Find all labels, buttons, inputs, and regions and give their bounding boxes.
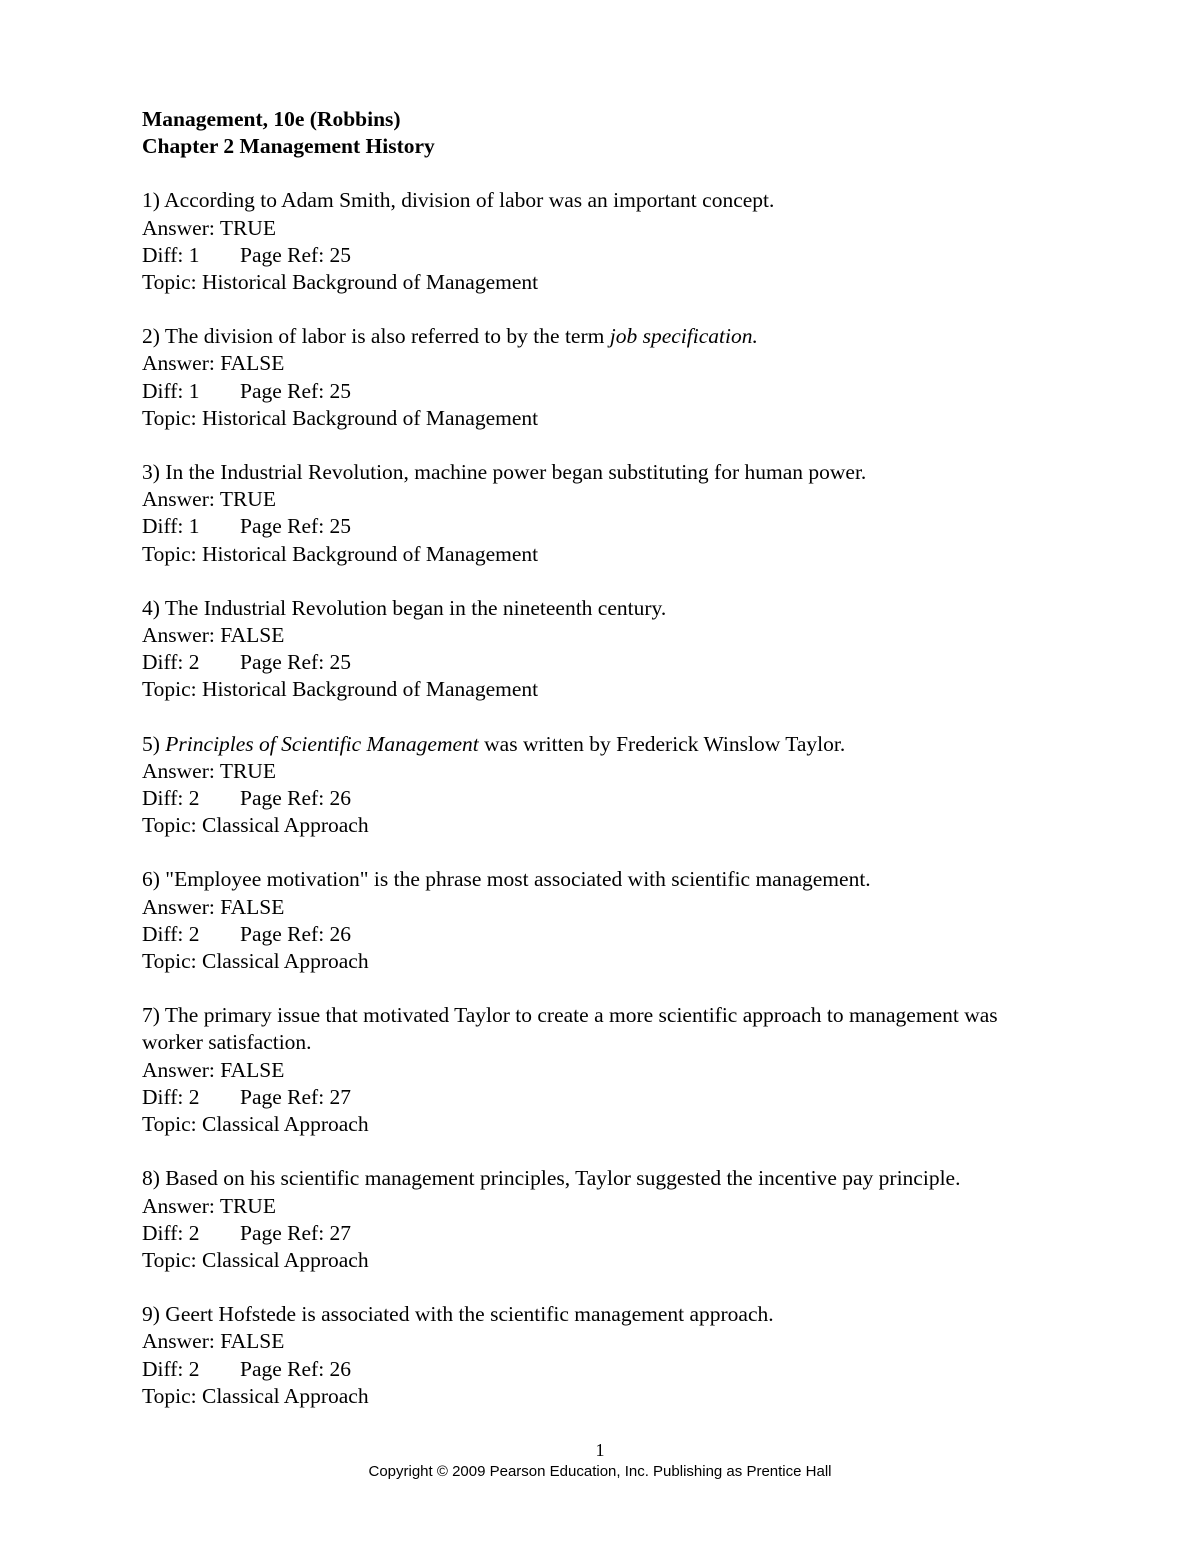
question-stem: The Industrial Revolution began in the nineteenth century. <box>164 595 667 620</box>
question-item <box>142 323 1062 432</box>
difficulty: Diff: 2 <box>142 1084 200 1109</box>
difficulty-row <box>142 1084 1062 1111</box>
answer-line: Answer: FALSE <box>142 623 285 648</box>
topic-line: Topic: Historical Background of Management <box>142 405 539 430</box>
answer-line: Answer: TRUE <box>142 487 276 512</box>
difficulty-row <box>142 513 1062 540</box>
difficulty: Diff: 2 <box>142 1220 200 1245</box>
question-stem: The division of labor is also referred to by the term <box>164 324 610 349</box>
page-reference: Page Ref: 27 <box>240 1220 352 1245</box>
question-number: 6) <box>142 867 160 892</box>
question-text <box>142 323 1062 350</box>
answer-line: Answer: FALSE <box>142 1329 285 1354</box>
page-reference: Page Ref: 26 <box>240 921 352 946</box>
copyright-notice: Copyright © 2009 Pearson Education, Inc. Publishing as Prentice Hall <box>368 1463 832 1480</box>
difficulty: Diff: 2 <box>142 921 200 946</box>
answer-line: Answer: FALSE <box>142 1057 285 1082</box>
question-text <box>142 731 1062 758</box>
topic-line: Topic: Historical Background of Management <box>142 270 539 295</box>
difficulty-row <box>142 921 1062 948</box>
question-text <box>142 595 1062 622</box>
difficulty-row <box>142 242 1062 269</box>
question-stem: According to Adam Smith, division of labor was an important concept. <box>164 188 775 213</box>
question-item <box>142 187 1062 296</box>
difficulty: Diff: 1 <box>142 378 200 403</box>
question-stem: In the Industrial Revolution, machine power began substituting for human power. <box>165 460 867 485</box>
question-number: 1) <box>142 188 160 213</box>
question-number: 8) <box>142 1166 160 1191</box>
difficulty-row <box>142 378 1062 405</box>
difficulty: Diff: 2 <box>142 650 200 675</box>
answer-line: Answer: FALSE <box>142 351 285 376</box>
answer-line: Answer: TRUE <box>142 1193 276 1218</box>
page-reference: Page Ref: 25 <box>240 378 352 403</box>
book-title: Management, 10e (Robbins) <box>142 107 401 131</box>
question-stem: The primary issue that motivated Taylor to create a more scientific approach to management was worker satisfaction. <box>142 1003 998 1055</box>
page-reference: Page Ref: 26 <box>240 786 352 811</box>
answer-line: Answer: FALSE <box>142 894 285 919</box>
question-stem: "Employee motivation" is the phrase most associated with scientific management. <box>165 867 871 892</box>
difficulty-row <box>142 1356 1062 1383</box>
question-stem: was written by Frederick Winslow Taylor. <box>478 731 846 756</box>
question-item <box>142 731 1062 840</box>
difficulty: Diff: 1 <box>142 242 200 267</box>
question-text <box>142 459 1062 486</box>
topic-line: Topic: Classical Approach <box>142 1383 369 1408</box>
question-number: 9) <box>142 1302 160 1327</box>
question-text <box>142 1301 1062 1328</box>
question-text <box>142 187 1062 214</box>
question-number: 3) <box>142 460 160 485</box>
topic-line: Topic: Classical Approach <box>142 1247 369 1272</box>
question-text <box>142 1165 1062 1192</box>
question-item <box>142 866 1062 975</box>
topic-line: Topic: Classical Approach <box>142 949 369 974</box>
document-body <box>142 106 1062 1437</box>
page-reference: Page Ref: 26 <box>240 1356 352 1381</box>
topic-line: Topic: Historical Background of Management <box>142 677 539 702</box>
question-text <box>142 866 1062 893</box>
difficulty: Diff: 1 <box>142 514 200 539</box>
question-number: 7) <box>142 1003 160 1028</box>
answer-line: Answer: TRUE <box>142 758 276 783</box>
question-item <box>142 1301 1062 1410</box>
question-number: 4) <box>142 595 160 620</box>
question-stem: Geert Hofstede is associated with the scientific management approach. <box>165 1302 774 1327</box>
page-reference: Page Ref: 27 <box>240 1084 352 1109</box>
page-reference: Page Ref: 25 <box>240 650 352 675</box>
answer-line: Answer: TRUE <box>142 215 276 240</box>
italic-text: job specification. <box>609 324 758 349</box>
topic-line: Topic: Classical Approach <box>142 813 369 838</box>
italic-text: Principles of Scientific Management <box>165 731 479 756</box>
page-reference: Page Ref: 25 <box>240 242 352 267</box>
difficulty: Diff: 2 <box>142 1356 200 1381</box>
question-list <box>142 187 1062 1410</box>
question-number: 5) <box>142 731 160 756</box>
page-number: 1 <box>595 1440 605 1460</box>
question-text <box>142 1002 1062 1056</box>
difficulty-row <box>142 1220 1062 1247</box>
difficulty-row <box>142 649 1062 676</box>
question-item <box>142 459 1062 568</box>
chapter-title: Chapter 2 Management History <box>142 134 435 159</box>
topic-line: Topic: Historical Background of Management <box>142 541 539 566</box>
question-stem: Based on his scientific management principles, Taylor suggested the incentive pay principle. <box>165 1166 961 1191</box>
topic-line: Topic: Classical Approach <box>142 1112 369 1137</box>
difficulty-row <box>142 785 1062 812</box>
question-item <box>142 1165 1062 1274</box>
question-item <box>142 595 1062 704</box>
question-item <box>142 1002 1062 1138</box>
difficulty: Diff: 2 <box>142 786 200 811</box>
question-number: 2) <box>142 324 160 349</box>
page-reference: Page Ref: 25 <box>240 514 352 539</box>
